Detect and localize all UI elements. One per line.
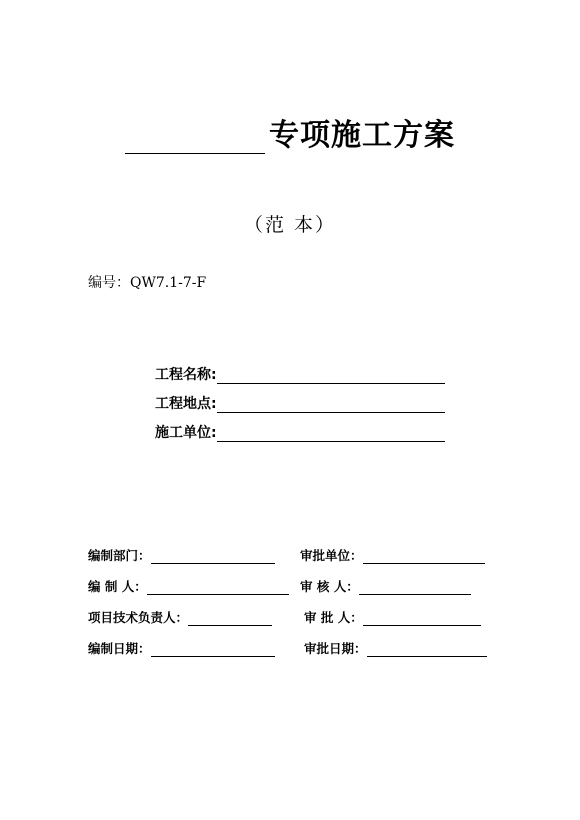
- compiler-label: 编 制 人：: [88, 579, 147, 594]
- compiler: [88, 577, 289, 595]
- reviewer-field[interactable]: [359, 580, 471, 595]
- compiling-department-field[interactable]: [151, 549, 275, 564]
- approval-unit: [300, 546, 485, 564]
- approver: [304, 608, 481, 626]
- approval-date-field[interactable]: [367, 642, 487, 657]
- construction-unit-field[interactable]: [217, 425, 445, 442]
- approval-date: [304, 639, 487, 657]
- approval-unit-field[interactable]: [363, 549, 485, 564]
- title-blank-line: [125, 119, 265, 154]
- document-subtitle: （范 本）: [243, 214, 337, 236]
- project-location-field[interactable]: [217, 396, 445, 413]
- reviewer: [300, 577, 471, 595]
- signature-row-4: [88, 639, 498, 659]
- title-text: 专项施工方案: [269, 118, 455, 153]
- project-name-row: [155, 364, 445, 384]
- document-title: [0, 118, 580, 154]
- project-name-field[interactable]: [217, 367, 445, 384]
- signature-row-2: [88, 577, 498, 597]
- approver-label: 审 批 人：: [304, 610, 363, 625]
- project-name-label: 工程名称:: [155, 367, 217, 383]
- compile-date-label: 编制日期：: [88, 641, 151, 656]
- construction-unit-label: 施工单位:: [155, 425, 217, 441]
- approval-unit-label: 审批单位：: [300, 548, 363, 563]
- approver-field[interactable]: [363, 611, 481, 626]
- approval-date-label: 审批日期：: [304, 641, 367, 656]
- project-location-label: 工程地点:: [155, 396, 217, 412]
- compile-date: [88, 639, 275, 657]
- reviewer-label: 审 核 人：: [300, 579, 359, 594]
- construction-unit-row: [155, 422, 445, 442]
- technical-lead: [88, 608, 272, 626]
- document-code: 编号：QW7.1-7-F: [88, 275, 207, 291]
- technical-lead-field[interactable]: [188, 611, 272, 626]
- signature-block: [88, 546, 498, 670]
- technical-lead-label: 项目技术负责人：: [88, 610, 189, 625]
- signature-row-3: [88, 608, 498, 628]
- compiler-field[interactable]: [147, 580, 289, 595]
- compiling-department: [88, 546, 275, 564]
- compile-date-field[interactable]: [151, 642, 275, 657]
- project-info: [155, 364, 445, 451]
- project-location-row: [155, 393, 445, 413]
- compiling-department-label: 编制部门：: [88, 548, 151, 563]
- signature-row-1: [88, 546, 498, 566]
